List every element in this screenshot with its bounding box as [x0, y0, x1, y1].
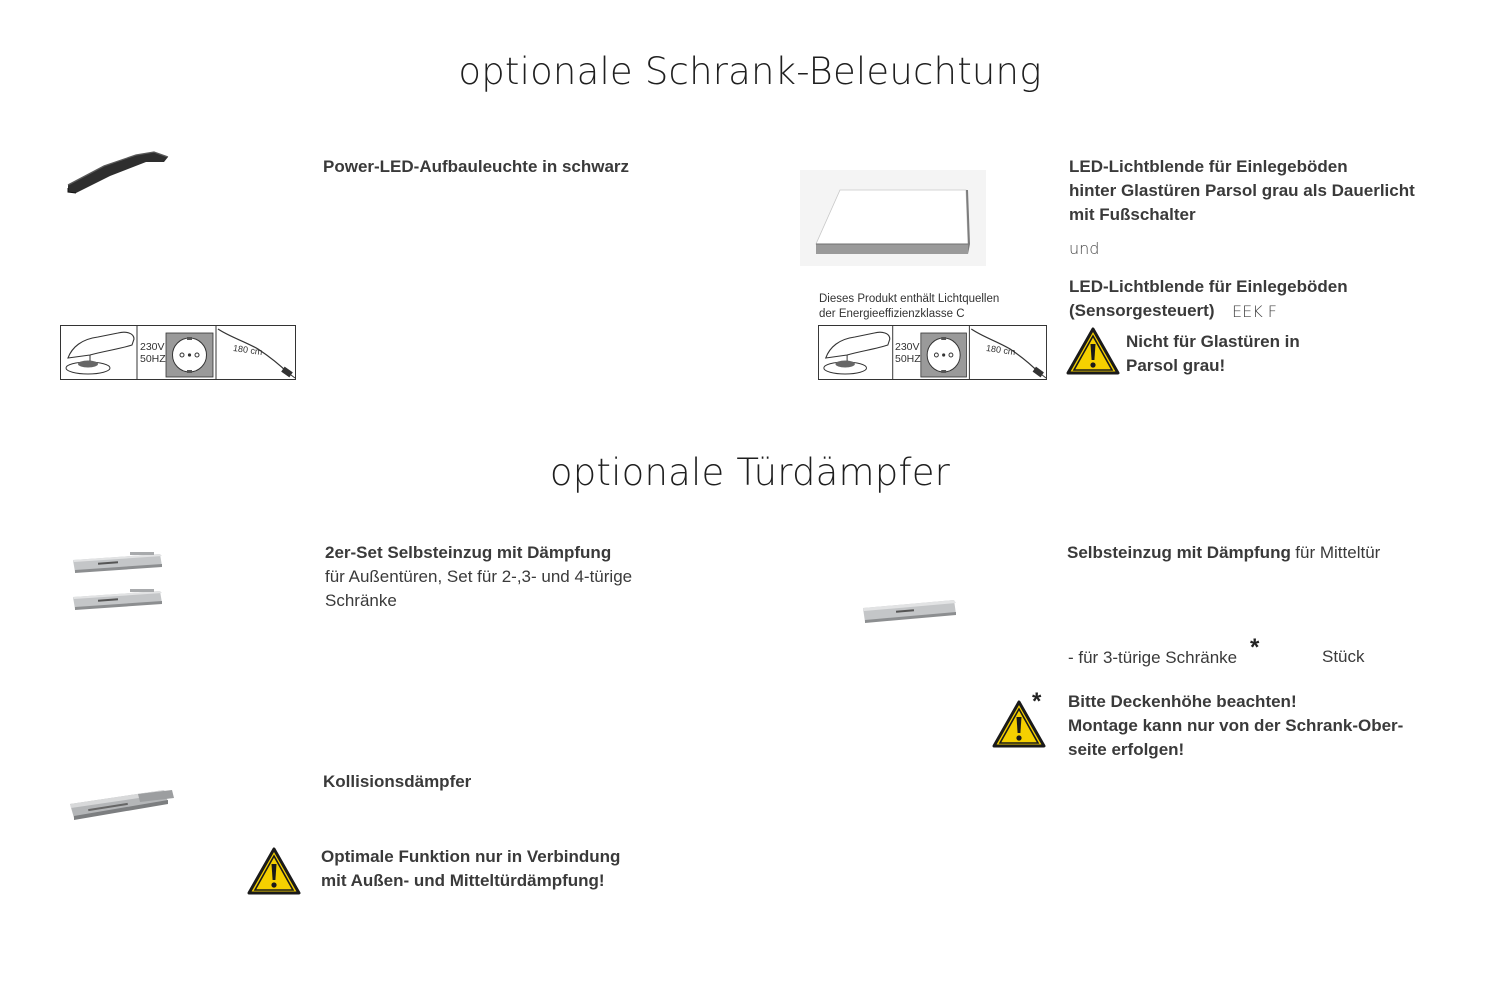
sensor-panel-title-1: LED-Lichtblende für Einlegeböden: [1069, 277, 1348, 296]
collision-damper-image: [68, 786, 178, 826]
middle-door-damper-image: [860, 594, 960, 630]
und-text: und: [1069, 239, 1100, 258]
voltage-label: [895, 341, 921, 365]
damper-set-image: [70, 546, 166, 616]
voltage-text: 230V: [140, 341, 165, 353]
section-title-dampers: optionale Türdämpfer: [549, 451, 951, 494]
ceiling-warning-1: Bitte Deckenhöhe beachten!: [1068, 692, 1297, 711]
ceiling-warning-2: Montage kann nur von der Schrank-Ober-: [1068, 716, 1404, 735]
unit-label: Stück: [1322, 647, 1365, 666]
warning-icon: [1066, 327, 1120, 375]
energy-note-1: Dieses Produkt enthält Lichtquellen: [819, 293, 1000, 305]
cable-length-text: 180 cm: [232, 342, 264, 358]
light-panel-title-3: mit Fußschalter: [1069, 205, 1196, 224]
voltage-label: [140, 341, 166, 365]
middle-damper-title-bold: Selbsteinzug mit Dämpfung: [1067, 543, 1291, 562]
ceiling-warning-3: seite erfolgen!: [1068, 740, 1185, 759]
glass-warning-2: Parsol grau!: [1126, 356, 1226, 375]
light-panel-title-1: LED-Lichtblende für Einlegeböden: [1069, 157, 1348, 176]
warning-icon: [247, 847, 301, 895]
connector-pictogram: [818, 325, 1047, 381]
energy-class-label: EEK F: [1232, 302, 1277, 321]
collision-warning-2: mit Außen- und Mitteltürdämpfung!: [321, 871, 605, 890]
middle-damper-title: [1067, 541, 1403, 565]
light-panel-image: [800, 170, 986, 266]
connector-pictogram: [60, 325, 296, 381]
collision-warning-1: Optimale Funktion nur in Verbindung: [321, 847, 621, 866]
warning-asterisk: *: [1032, 688, 1042, 715]
damper-set-title: 2er-Set Selbsteinzug mit Dämpfung: [325, 543, 612, 562]
section-title-lighting: optionale Schrank-Beleuchtung: [458, 50, 1042, 93]
damper-set-desc-2: Schränke: [325, 591, 397, 610]
voltage-text: 230V: [895, 341, 920, 353]
asterisk-marker: *: [1250, 634, 1260, 661]
frequency-text: 50HZ: [140, 353, 166, 365]
middle-damper-title-suffix: für Mitteltür: [1295, 543, 1381, 562]
three-door-row-label: - für 3-türige Schränke: [1068, 648, 1238, 667]
led-bar-black-image: [64, 148, 170, 198]
cable-length-text: 180 cm: [985, 342, 1017, 358]
energy-note-2: der Energieeffizienzklasse C: [819, 308, 965, 320]
damper-set-desc-1: für Außentüren, Set für 2-,3- und 4-türige: [325, 567, 633, 586]
glass-warning-1: Nicht für Glastüren in: [1126, 332, 1300, 351]
collision-damper-title: Kollisionsdämpfer: [323, 772, 472, 791]
frequency-text: 50HZ: [895, 353, 921, 365]
light-panel-title-2: hinter Glastüren Parsol grau als Dauerlicht: [1069, 181, 1415, 200]
led-bar-title: Power-LED-Aufbauleuchte in schwarz: [323, 157, 630, 176]
sensor-panel-title-2: (Sensorgesteuert): [1069, 301, 1215, 320]
